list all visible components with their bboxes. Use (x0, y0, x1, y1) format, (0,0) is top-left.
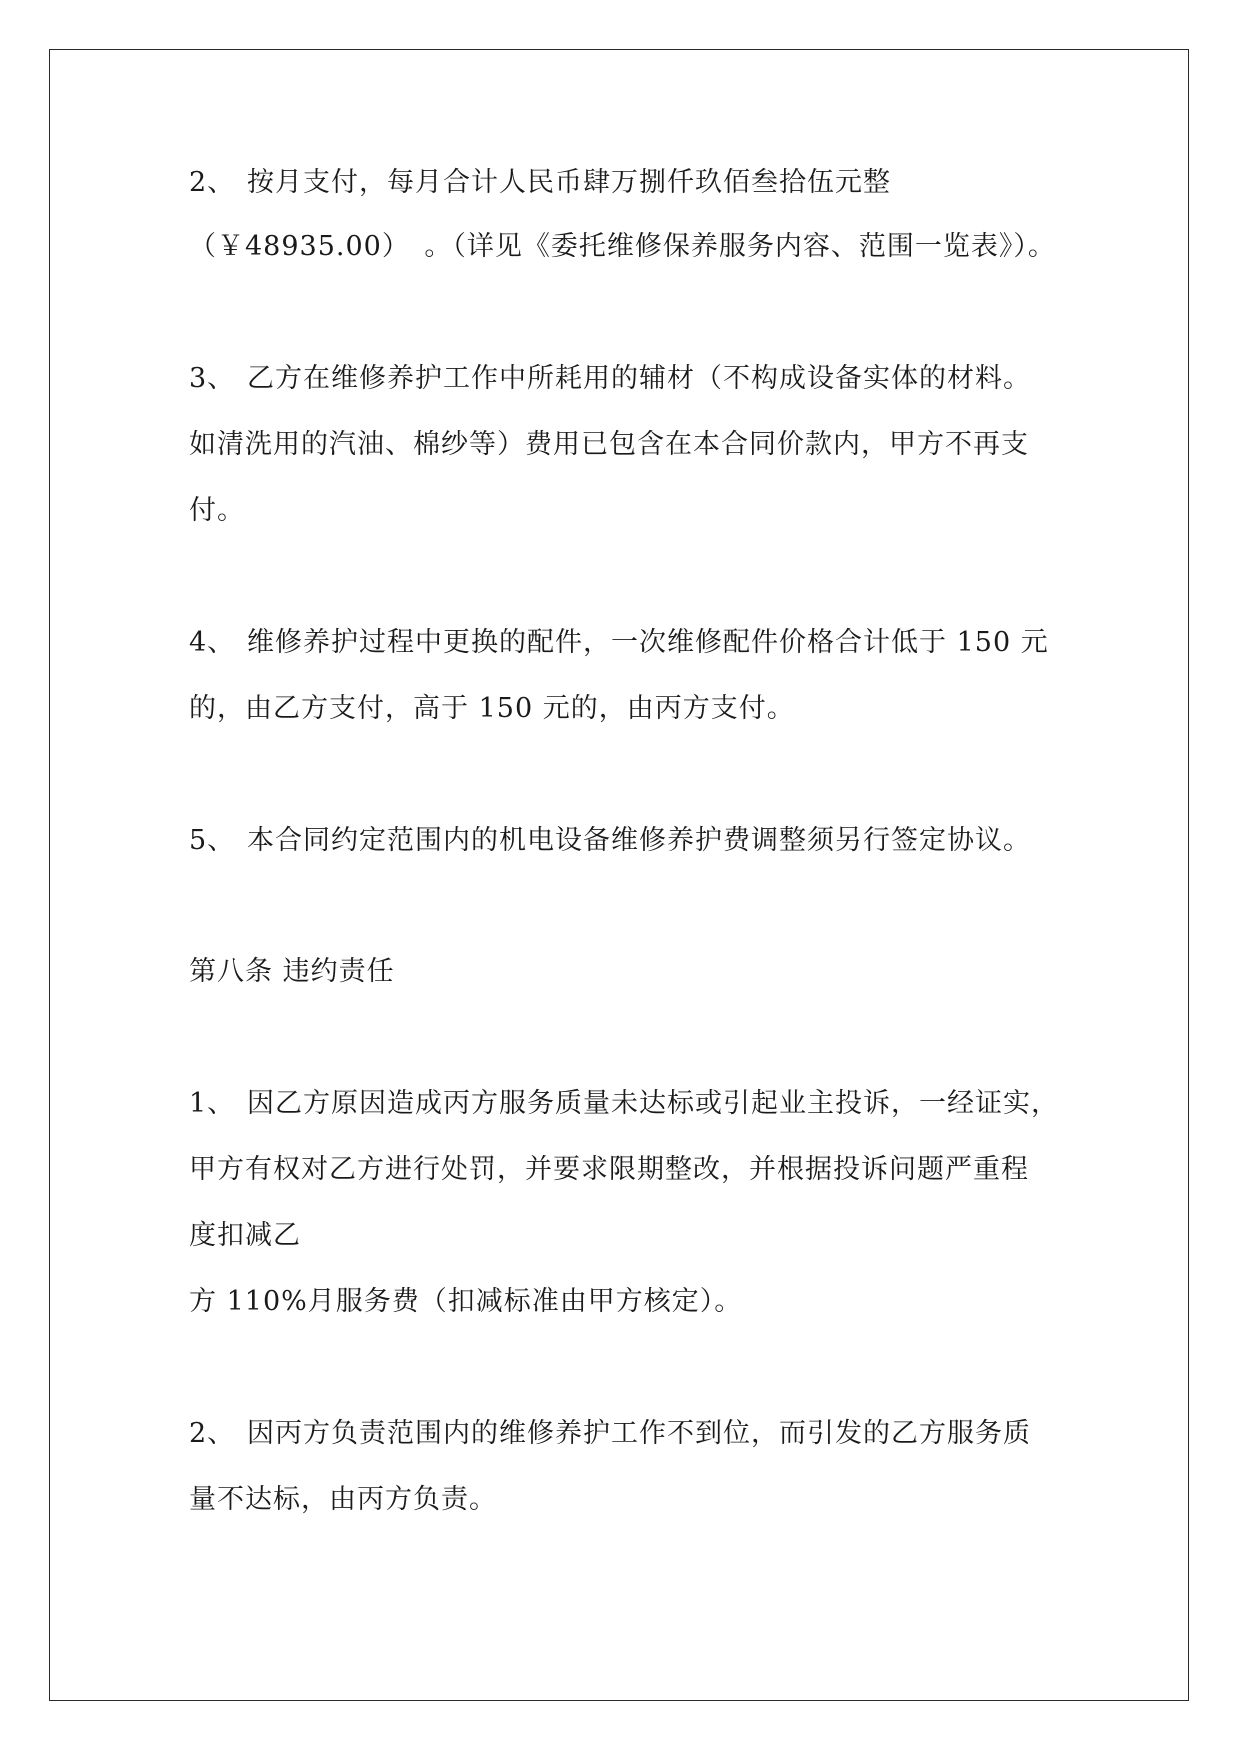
item-2-payment-line-2: （￥48935.00） 。（详见《委托维修保养服务内容、范围一览表》）。 (189, 231, 1056, 262)
item-4-line-1 (189, 626, 1049, 660)
paragraph-text: 本合同约定范围内的机电设备维修养护费调整须另行签定协议。 (247, 825, 1031, 856)
list-number: 1、 (189, 1088, 236, 1119)
item-4-line-2: 的，由乙方支付，高于 150 元的，由丙方支付。 (189, 693, 795, 724)
item-3-line-2: 如清洗用的汽油、棉纱等）费用已包含在本合同价款内，甲方不再支 (189, 429, 1029, 460)
item-2-payment-line-1 (189, 166, 891, 200)
paragraph-text: 按月支付，每月合计人民币肆万捌仟玖佰叁拾伍元整 (247, 167, 891, 198)
penalty-item-2-line-1 (189, 1417, 1031, 1451)
list-number: 2、 (189, 1418, 236, 1449)
list-number: 4、 (189, 627, 236, 658)
article-8-heading: 第八条 违约责任 (189, 956, 395, 987)
page-border (49, 49, 1189, 1701)
item-3-line-1 (189, 362, 1031, 396)
item-5-line-1 (189, 824, 1031, 858)
paragraph-text: 维修养护过程中更换的配件，一次维修配件价格合计低于 150 元 (247, 627, 1049, 658)
list-number: 5、 (189, 825, 236, 856)
paragraph-text: 乙方在维修养护工作中所耗用的辅材（不构成设备实体的材料。 (247, 363, 1031, 394)
paragraph-text: 因乙方原因造成丙方服务质量未达标或引起业主投诉，一经证实， (247, 1088, 1059, 1119)
item-3-line-3: 付。 (189, 495, 245, 526)
penalty-item-2-line-2: 量不达标，由丙方负责。 (189, 1484, 497, 1515)
paragraph-text: 因丙方负责范围内的维修养护工作不到位，而引发的乙方服务质 (247, 1418, 1031, 1449)
penalty-item-1-line-3: 度扣减乙 (189, 1220, 301, 1251)
penalty-item-1-line-1 (189, 1087, 1059, 1121)
penalty-item-1-line-2: 甲方有权对乙方进行处罚，并要求限期整改，并根据投诉问题严重程 (189, 1154, 1029, 1185)
list-number: 3、 (189, 363, 236, 394)
list-number: 2、 (189, 167, 236, 198)
penalty-item-1-line-4: 方 110%月服务费（扣减标准由甲方核定）。 (189, 1286, 743, 1317)
